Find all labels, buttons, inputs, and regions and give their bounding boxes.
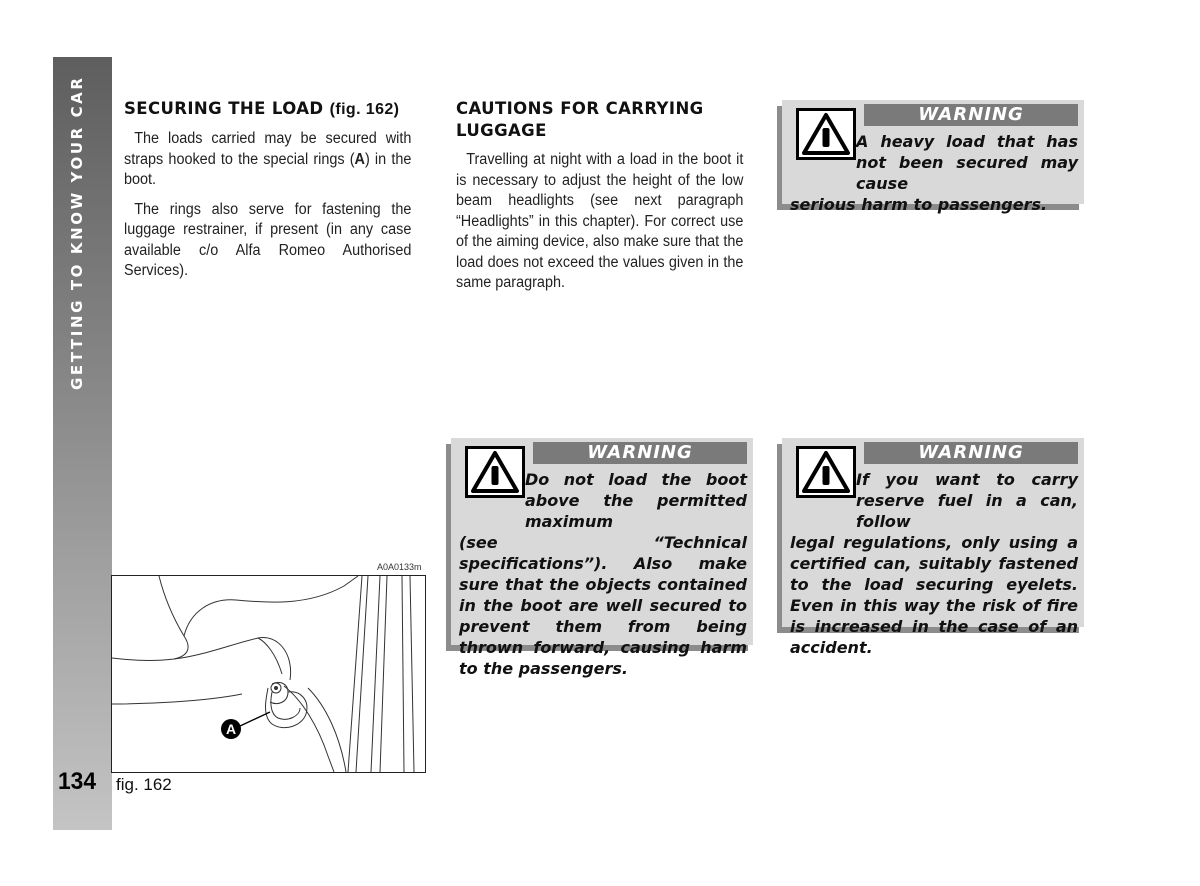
ring-label: A xyxy=(354,150,365,168)
securing-load-section xyxy=(124,98,411,291)
boot-ring-illustration xyxy=(112,576,425,772)
warning-text xyxy=(790,469,1078,658)
cautions-para: Travelling at night with a load in the boot it is necessary to adjust the height of the low beam headlights (see next paragraph “Headlights” in this chapter). For correct use of the aiming device, also make sure that the load does not exceed the values given in the same paragraph. xyxy=(456,151,744,291)
figure-caption: fig. 162 xyxy=(116,775,172,794)
securing-para-1 xyxy=(124,129,411,191)
warning-heading: WARNING xyxy=(533,442,747,464)
warning-box-reserve-fuel xyxy=(782,438,1084,657)
securing-para-2: The rings also serve for fastening the luggage restrainer, if present (in any case available c/o Alfa Romeo Authorised Services). xyxy=(124,200,412,279)
warning-text xyxy=(790,131,1078,215)
figure-load-ring xyxy=(111,575,426,773)
warning-text-rest: legal regulations, only using a certified can, suitably fastened to the load securing eyelets. Even in this way the risk of fire is increased in the case of an accident. xyxy=(790,533,1078,657)
securing-load-heading xyxy=(124,98,411,121)
cautions-section xyxy=(456,98,743,303)
callout-a-label: A xyxy=(225,721,237,737)
warning-box-heavy-load xyxy=(782,100,1084,214)
warning-text-rest: (see “Technical specifications”). Also make sure that the objects contained in the boot are well secured to prevent them from being thrown forward, causing harm to the passengers. xyxy=(459,533,747,678)
securing-para-1-text-b: ) in the boot. xyxy=(124,150,412,188)
section-title: GETTING TO KNOW YOUR CAR xyxy=(68,75,86,390)
warning-heading: WARNING xyxy=(864,442,1078,464)
warning-text-rest: serious harm to passengers. xyxy=(790,195,1048,214)
page-number: 134 xyxy=(58,768,97,795)
warning-heading: WARNING xyxy=(864,104,1078,126)
warning-box-boot-limit xyxy=(451,438,753,678)
cautions-heading: CAUTIONS FOR CARRYING LUGGAGE xyxy=(456,99,704,140)
securing-load-title: SECURING THE LOAD xyxy=(124,99,324,118)
securing-para-1-text-a: The loads carried may be secured with straps hooked to the special rings ( xyxy=(124,130,412,168)
fig-reference: (fig. 162) xyxy=(329,101,400,118)
warning-text xyxy=(459,469,747,679)
figure-code: A0A0133m xyxy=(377,562,422,572)
warning-text-first: Do not load the boot above the permitted maximum xyxy=(525,470,747,531)
warning-text-first: If you want to carry reserve fuel in a can, follow xyxy=(856,470,1078,531)
warning-text-first: A heavy load that has not been secured may cause xyxy=(856,132,1078,193)
